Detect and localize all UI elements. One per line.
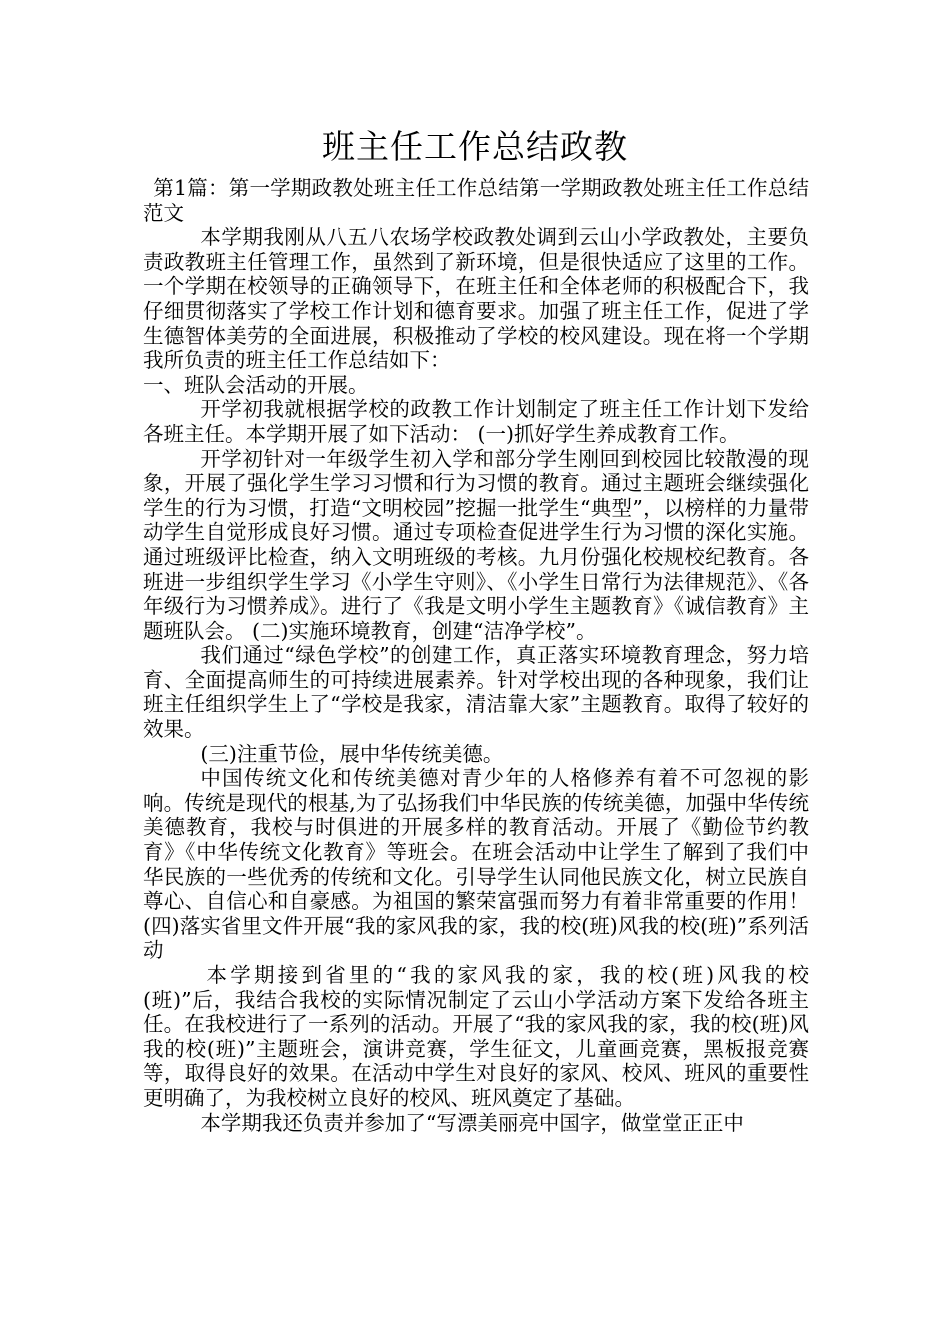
paragraph-plan: 开学初我就根据学校的政教工作计划制定了班主任工作计划下发给各班主任。本学期开展了如下活动： (一)抓好学生养成教育工作。 xyxy=(143,397,809,446)
section-heading-1: 一、班队会活动的开展。 xyxy=(143,372,369,397)
paragraph-environment: 我们通过“绿色学校”的创建工作，真正落实环境教育理念，努力培育、全面提高师生的可持续进展素养。针对学校出现的各种现象，我们让班主任组织学生上了“学校是我家，清洁靠大家”主题教育。取得了较好的效果。 xyxy=(143,643,809,742)
paragraph-family-style: 本学期接到省里的“我的家风我的家，我的校(班)风我的校(班)”后，我结合我校的实际情况制定了云山小学活动方案下发给各班主任。在我校进行了一系列的活动。开展了“我的家风我的家，我的校(班)风我的校(班)”主题班会，演讲竞赛，学生征文，儿童画竞赛，黑板报竞赛等，取得良好的效果。在活动中学生对良好的家风、校风、班风的重要性更明确了，为我校树立良好的校风、班风奠定了基础。 xyxy=(143,963,809,1110)
paragraph-intro: 本学期我刚从八五八农场学校政教处调到云山小学政教处，主要负责政教班主任管理工作，虽然到了新环境，但是很快适应了这里的工作。一个学期在校领导的正确领导下，在班主任和全体老师的积极配合下，我仔细贯彻落实了学校工作计划和德育要求。加强了班主任工作，促进了学生德智体美劳的全面进展，积极推动了学校的校风建设。现在将一个学期我所负责的班主任工作总结如下： xyxy=(143,225,809,373)
paragraph-habits: 开学初针对一年级学生初入学和部分学生刚回到校园比较散漫的现象，开展了强化学生学习习惯和行为习惯的教育。通过主题班会继续强化学生的行为习惯，打造“文明校园”挖掘一批学生“典型”，以榜样的力量带动学生自觉形成良好习惯。通过专项检查促进学生行为习惯的深化实施。通过班级评比检查，纳入文明班级的考核。九月份强化校规校纪教育。各班进一步组织学生学习《小学生守则》、《小学生日常行为法律规范》、《各年级行为习惯养成》。进行了《我是文明小学生主题教育》《诚信教育》主题班队会。 (二)实施环境教育，创建“洁净学校”。 xyxy=(143,446,809,643)
article-heading: 第1篇：第一学期政教处班主任工作总结第一学期政教处班主任工作总结范文 xyxy=(143,176,809,225)
document-body xyxy=(143,176,809,1135)
section-heading-3: (三)注重节俭，展中华传统美德。 xyxy=(200,741,504,766)
document-title: 班主任工作总结政教 xyxy=(322,127,628,166)
paragraph-tradition: 中国传统文化和传统美德对青少年的人格修养有着不可忽视的影响。传统是现代的根基,为了弘扬我们中华民族的传统美德，加强中华传统美德教育，我校与时俱进的开展多样的教育活动。开展了《勤俭节约教育》《中华传统文化教育》等班会。在班会活动中让学生了解到了我们中华民族的一些优秀的传统和文化。引导学生认同他民族文化，树立民族自尊心、自信心和自豪感。为祖国的繁荣富强而努力有着非常重要的作用！(四)落实省里文件开展“我的家风我的家，我的校(班)风我的校(班)”系列活动 xyxy=(143,766,809,963)
paragraph-calligraphy: 本学期我还负责并参加了“写漂美丽亮中国字，做堂堂正正中 xyxy=(200,1110,744,1135)
